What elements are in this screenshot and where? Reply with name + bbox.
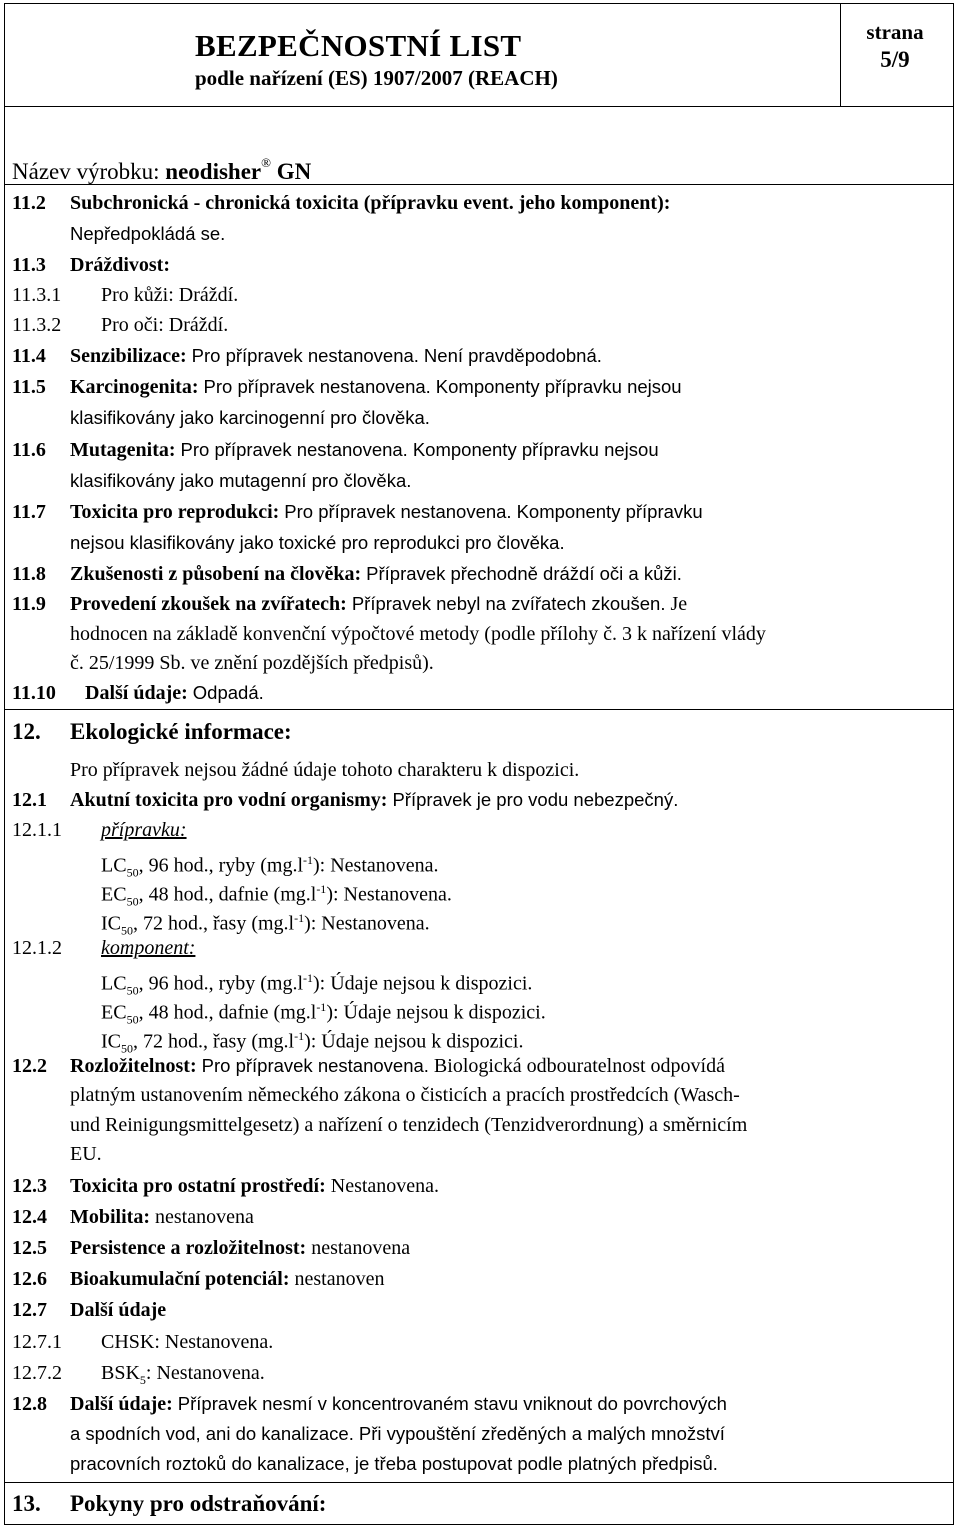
- sec-12-7-num: 12.7: [12, 1299, 47, 1321]
- sec-11-9-text4: č. 25/1999 Sb. ve znění pozdějších předpisů).: [70, 652, 434, 674]
- sec-12-3-title: Toxicita pro ostatní prostředí:: [70, 1175, 326, 1197]
- sec-12-6-num: 12.6: [12, 1268, 47, 1290]
- bsk-pre: BSK: [101, 1362, 140, 1384]
- sec-11-6-title: Mutagenita:: [70, 439, 176, 461]
- sec-11-6-text3: klasifikovány jako mutagenní pro člověka.: [70, 470, 412, 491]
- sec-11-8-text: Přípravek přechodně dráždí oči a kůži.: [366, 563, 682, 584]
- sec-12-2-title: Rozložitelnost:: [70, 1055, 197, 1077]
- comp-ic-mid: , 72 hod., řasy (mg.l: [133, 1030, 295, 1053]
- bsk-sub: 5: [139, 1373, 146, 1387]
- sec-11-6-text2: Komponenty přípravku nejsou: [412, 439, 659, 460]
- sec-12-5-text: nestanovena: [311, 1237, 411, 1259]
- document-subtitle: podle nařízení (ES) 1907/2007 (REACH): [195, 66, 558, 90]
- sec-11-5-text3: klasifikovány jako karcinogenní pro člověka.: [70, 407, 430, 428]
- prep-lc-sub: 50: [126, 865, 139, 880]
- prep-ec-sup: -1: [316, 882, 327, 896]
- sec-11-8-title: Zkušenosti z působení na člověka:: [70, 563, 362, 585]
- prep-ic-post: ): Nestanovena.: [304, 912, 430, 935]
- sec-11-4-line: [70, 344, 602, 368]
- sec-12-1-text: Přípravek je pro vodu nebezpečný.: [392, 789, 679, 810]
- page-number: 5/9: [880, 47, 910, 72]
- sec-13-title: Pokyny pro odstraňování:: [70, 1491, 327, 1516]
- comp-lc-pre: LC: [101, 972, 127, 995]
- sec-12-4-num: 12.4: [12, 1206, 47, 1228]
- sec-12-3-line: [70, 1174, 439, 1198]
- sec-12-3-num: 12.3: [12, 1175, 47, 1197]
- sec-12-5-num: 12.5: [12, 1237, 47, 1259]
- comp-ic-sup: -1: [294, 1029, 305, 1043]
- sec-12-8-text2: a spodních vod, ani do kanalizace.: [70, 1423, 354, 1444]
- sec-12-2-text4: und Reinigungsmittelgesetz) a nařízení o tenzidech (Tenzidverordnung) a směrnicím: [70, 1114, 748, 1136]
- document-title: BEZPEČNOSTNÍ LIST: [195, 28, 522, 63]
- registered-mark: ®: [261, 155, 272, 170]
- sec-12-intro: Pro přípravek nejsou žádné údaje tohoto charakteru k dispozici.: [70, 759, 580, 781]
- sec-12-7-2-line: [101, 1361, 265, 1392]
- prep-lc-pre: LC: [101, 854, 127, 877]
- sec-12-num: 12.: [12, 719, 41, 744]
- sec-12-5-line: [70, 1236, 410, 1260]
- sec-12-1-1-label: přípravku:: [101, 819, 187, 841]
- sec-12-8-line2: [70, 1422, 725, 1446]
- sec-11-4-text2: Není pravděpodobná.: [423, 345, 602, 366]
- page-label: strana: [866, 20, 924, 44]
- sec-12-3-text: Nestanovena.: [330, 1175, 440, 1197]
- sec-12-7-1-text: CHSK: Nestanovena.: [101, 1331, 274, 1353]
- sec-11-9-line1: [70, 592, 687, 616]
- sec-11-7-text3: nejsou klasifikovány jako toxické pro reprodukci pro člověka.: [70, 532, 565, 553]
- section-13-rule: [4, 1482, 954, 1483]
- sec-11-6-line1: [70, 438, 659, 462]
- comp-ic-pre: IC: [101, 1030, 121, 1053]
- prep-ec-post: ): Nestanovena.: [326, 883, 452, 906]
- sec-11-6-num: 11.6: [12, 439, 46, 461]
- comp-ec-mid: , 48 hod., dafnie (mg.l: [138, 1001, 317, 1024]
- sec-12-6-title: Bioakumulační potenciál:: [70, 1268, 290, 1290]
- product-rule: [4, 184, 954, 185]
- sec-11-5-title: Karcinogenita:: [70, 376, 199, 398]
- prep-ec-pre: EC: [101, 883, 127, 906]
- section-12-rule: [4, 709, 954, 710]
- prep-ic-sup: -1: [294, 911, 305, 925]
- sec-12-2-text1: Pro přípravek nestanovena.: [201, 1055, 429, 1076]
- prep-ec-sub: 50: [126, 894, 139, 909]
- sec-11-7-text1: Pro přípravek nestanovena.: [284, 501, 512, 522]
- sec-11-3-1-text: Pro kůži: Dráždí.: [101, 284, 239, 306]
- sec-11-2-text: Nepředpokládá se.: [70, 223, 226, 244]
- sec-12-1-2-label: komponent:: [101, 937, 196, 959]
- product-name: neodisher: [165, 159, 262, 184]
- sec-12-6-text: nestanoven: [294, 1268, 385, 1290]
- product-name-line: [12, 148, 311, 187]
- sec-12-7-title: Další údaje: [70, 1299, 167, 1321]
- sec-12-2-num: 12.2: [12, 1055, 47, 1077]
- sec-11-4-num: 11.4: [12, 345, 46, 367]
- comp-ec-sup: -1: [316, 1000, 327, 1014]
- sec-12-8-text1: Přípravek nesmí v koncentrovaném stavu vniknout do povrchových: [177, 1393, 727, 1414]
- sec-11-9-text3: hodnocen na základě konvenční výpočtové metody (podle přílohy č. 3 k nařízení vlády: [70, 623, 766, 645]
- sec-11-10-title: Další údaje:: [85, 682, 188, 704]
- sec-11-9-text1: Přípravek nebyl na zvířatech zkoušen.: [351, 593, 666, 614]
- prep-lc-sup: -1: [303, 853, 313, 867]
- sec-12-7-1-num: 12.7.1: [12, 1331, 62, 1353]
- sec-11-10-line: [85, 681, 264, 705]
- sec-11-5-num: 11.5: [12, 376, 46, 398]
- sec-12-1-title: Akutní toxicita pro vodní organismy:: [70, 789, 388, 811]
- sec-11-3-1-num: 11.3.1: [12, 284, 62, 306]
- sec-11-3-2-num: 11.3.2: [12, 314, 62, 336]
- sec-11-9-text2: Je: [670, 593, 688, 615]
- sec-11-8-num: 11.8: [12, 563, 46, 585]
- sec-12-1-line: [70, 788, 678, 812]
- sec-11-5-text2: Komponenty přípravku nejsou: [435, 376, 682, 397]
- sec-13-num: 13.: [12, 1491, 41, 1516]
- header-divider: [840, 3, 841, 107]
- sec-12-7-2-num: 12.7.2: [12, 1362, 62, 1384]
- sec-11-9-title: Provedení zkoušek na zvířatech:: [70, 593, 347, 615]
- sec-12-8-text4: pracovních roztoků do kanalizace, je třeba postupovat podle platných předpisů.: [70, 1453, 718, 1474]
- sec-12-4-text: nestanovena: [155, 1206, 254, 1228]
- sec-11-3-2-text: Pro oči: Dráždí.: [101, 314, 229, 336]
- sec-12-1-num: 12.1: [12, 789, 47, 811]
- sec-12-2-text3: platným ustanovením německého zákona o čisticích a pracích prostředcích (Wasch-: [70, 1084, 740, 1106]
- comp-lc-sub: 50: [126, 983, 139, 998]
- sec-12-1-1-num: 12.1.1: [12, 819, 62, 841]
- sec-12-4-title: Mobilita:: [70, 1206, 150, 1228]
- comp-ec-post: ): Údaje nejsou k dispozici.: [326, 1001, 546, 1024]
- product-label: Název výrobku:: [12, 159, 160, 184]
- comp-ec-pre: EC: [101, 1001, 127, 1024]
- prep-ic-pre: IC: [101, 912, 121, 935]
- comp-ec-sub: 50: [126, 1012, 139, 1027]
- sec-11-9-num: 11.9: [12, 593, 46, 615]
- comp-lc-mid: , 96 hod., ryby (mg.l: [138, 972, 303, 995]
- sec-11-4-title: Senzibilizace:: [70, 345, 187, 367]
- sec-12-8-title: Další údaje:: [70, 1393, 173, 1415]
- sec-11-7-title: Toxicita pro reprodukci:: [70, 501, 280, 523]
- sec-11-2-num: 11.2: [12, 192, 46, 214]
- prep-lc-mid: , 96 hod., ryby (mg.l: [138, 854, 303, 877]
- comp-ic-post: ): Údaje nejsou k dispozici.: [304, 1030, 524, 1053]
- prep-ec-mid: , 48 hod., dafnie (mg.l: [138, 883, 317, 906]
- prep-ic-mid: , 72 hod., řasy (mg.l: [133, 912, 295, 935]
- bsk-post: : Nestanovena.: [145, 1362, 265, 1384]
- sec-12-2-text2: Biologická odbouratelnost odpovídá: [433, 1055, 725, 1077]
- sec-11-2-title: Subchronická - chronická toxicita (přípravku event. jeho komponent):: [70, 192, 671, 214]
- sec-12-8-line1: [70, 1392, 727, 1416]
- sec-11-7-num: 11.7: [12, 501, 46, 523]
- sec-11-5-text1: Pro přípravek nestanovena.: [203, 376, 431, 397]
- sec-12-6-line: [70, 1267, 384, 1291]
- comp-lc-sup: -1: [303, 971, 313, 985]
- sec-11-3-title: Dráždivost:: [70, 254, 170, 276]
- sec-12-1-2-num: 12.1.2: [12, 937, 62, 959]
- sec-12-2-text5: EU.: [70, 1143, 102, 1165]
- prep-ic-sub: 50: [121, 923, 133, 938]
- sec-11-8-line: [70, 562, 682, 586]
- sec-11-10-text: Odpadá.: [192, 682, 264, 703]
- comp-lc-post: ): Údaje nejsou k dispozici.: [313, 972, 533, 995]
- product-suffix: GN: [276, 159, 312, 184]
- sec-11-4-text1: Pro přípravek nestanovena.: [191, 345, 419, 366]
- sec-11-5-line1: [70, 375, 682, 399]
- prep-lc-post: ): Nestanovena.: [313, 854, 439, 877]
- sec-12-5-title: Persistence a rozložitelnost:: [70, 1237, 307, 1259]
- sec-12-8-text3: Při vypouštění zředěných a malých množství: [358, 1423, 725, 1444]
- sec-12-2-line1: [70, 1054, 725, 1078]
- sec-11-6-text1: Pro přípravek nestanovena.: [180, 439, 408, 460]
- sec-11-7-text2: Komponenty přípravku: [516, 501, 703, 522]
- sec-11-10-num: 11.10: [12, 682, 56, 704]
- comp-ic-sub: 50: [121, 1041, 133, 1056]
- sec-12-title: Ekologické informace:: [70, 719, 292, 744]
- header-bottom-rule: [4, 106, 954, 107]
- sec-11-7-line1: [70, 500, 703, 524]
- sec-12-8-num: 12.8: [12, 1393, 47, 1415]
- sec-12-4-line: [70, 1205, 254, 1229]
- sec-11-3-num: 11.3: [12, 254, 46, 276]
